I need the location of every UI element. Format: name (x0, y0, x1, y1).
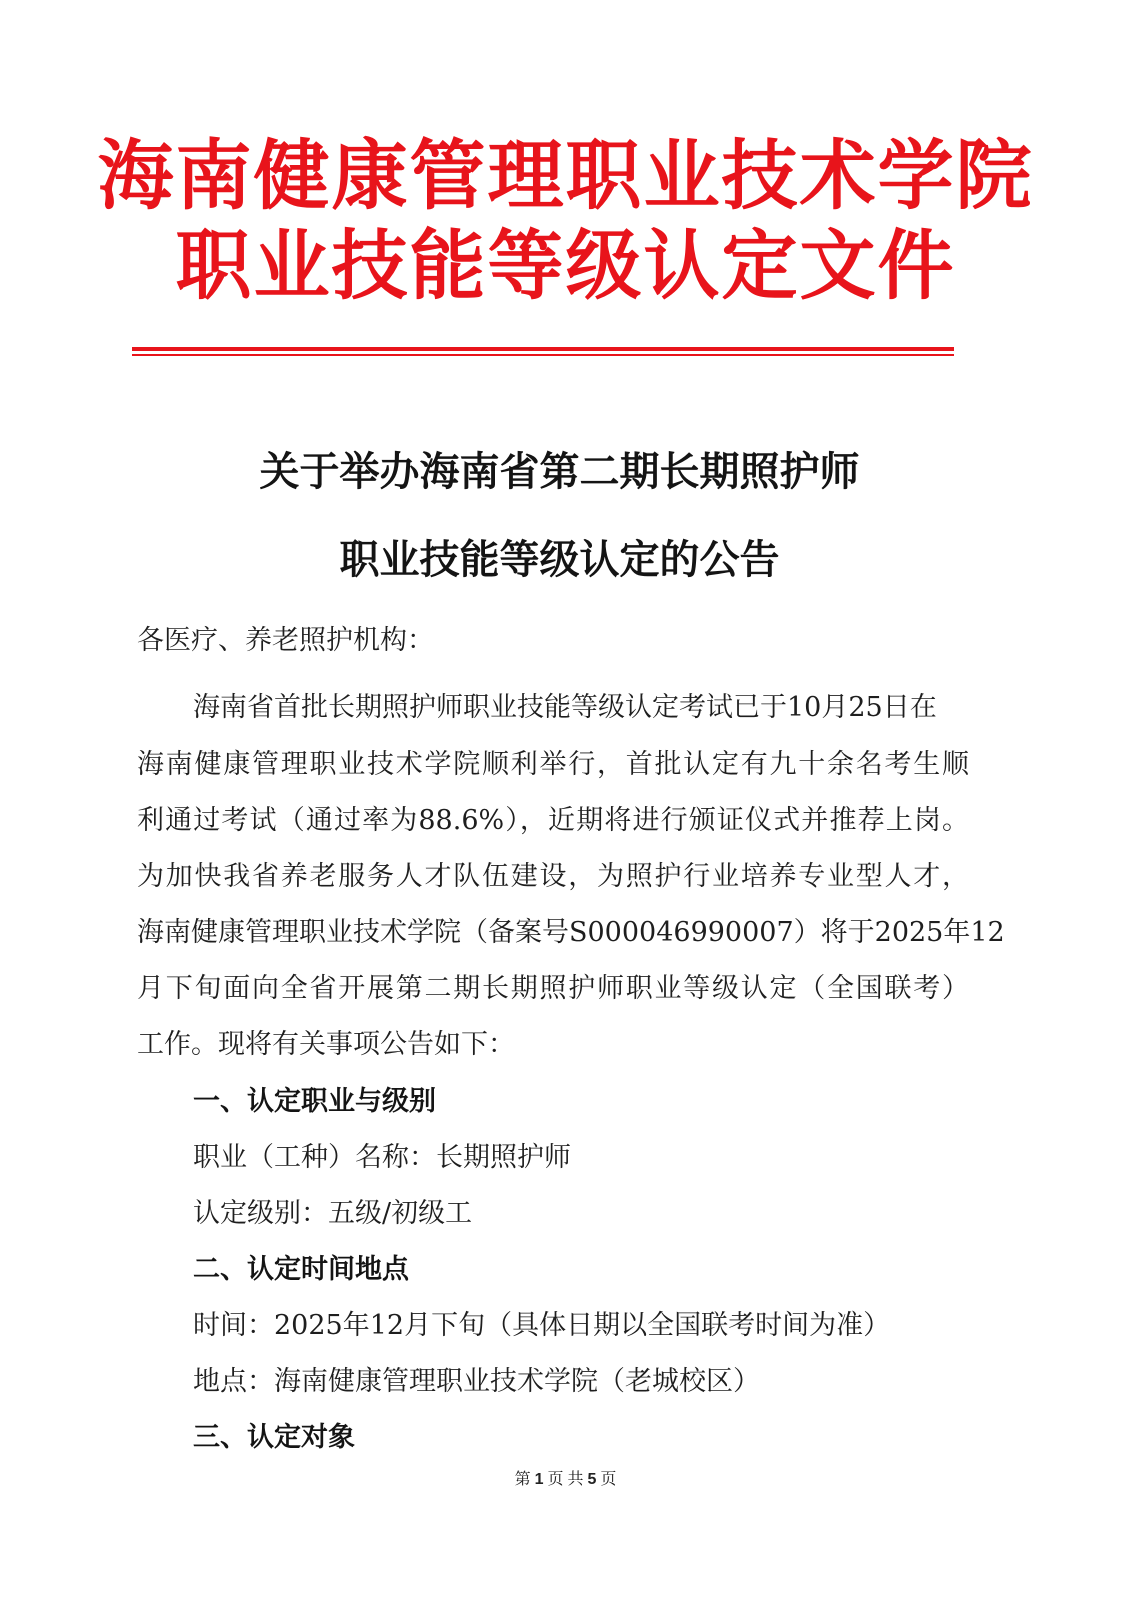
intro-line-2: 海南健康管理职业技术学院顺利举行，首批认定有九十余名考生顺 (137, 749, 969, 780)
intro-line-4: 为加快我省养老服务人才队伍建设，为照护行业培养专业型人才， (137, 861, 969, 892)
letterhead-red-rule-thick (132, 347, 954, 351)
intro-line-7: 工作。现将有关事项公告如下： (137, 1029, 515, 1060)
footer-middle: 页 共 (547, 1471, 584, 1488)
item-value: 五级/初级工 (328, 1198, 473, 1229)
intro-line-3: 利通过考试（通过率为88.6%），近期将进行颁证仪式并推荐上岗。 (137, 805, 969, 836)
footer-total-pages: 5 (587, 1471, 597, 1488)
item-label: 职业（工种）名称： (193, 1142, 436, 1173)
item-value: 长期照护师 (436, 1142, 571, 1173)
letterhead-document-type: 职业技能等级认定文件 (175, 221, 956, 310)
intro-line-5: 海南健康管理职业技术学院（备案号S000046990007）将于2025年12 (137, 917, 1005, 948)
footer-prefix: 第 (514, 1471, 531, 1488)
item-label: 地点： (193, 1366, 274, 1397)
footer-page-number: 1 (534, 1471, 544, 1488)
section-1-item-level (193, 1200, 472, 1227)
section-2-item-location (193, 1368, 760, 1395)
footer-suffix: 页 (600, 1471, 617, 1488)
section-heading-2: 二、认定时间地点 (193, 1254, 409, 1285)
notice-title-line-1: 关于举办海南省第二期长期照护师 (259, 448, 860, 495)
intro-line-1: 海南省首批长期照护师职业技能等级认定考试已于10月25日在 (193, 692, 937, 723)
notice-title-line-2: 职业技能等级认定的公告 (339, 536, 780, 583)
item-value: 海南健康管理职业技术学院（老城校区） (274, 1366, 760, 1397)
item-label: 认定级别： (193, 1198, 328, 1229)
intro-line-6: 月下旬面向全省开展第二期长期照护师职业等级认定（全国联考） (137, 973, 969, 1004)
section-heading-1: 一、认定职业与级别 (193, 1086, 436, 1117)
letterhead-institution: 海南健康管理职业技术学院 (97, 131, 1034, 220)
letterhead-red-rule-thin (132, 354, 954, 356)
salutation: 各医疗、养老照护机构： (137, 625, 434, 656)
item-label: 时间： (193, 1310, 274, 1341)
section-1-item-occupation (193, 1144, 571, 1171)
page-footer (0, 1466, 1131, 1489)
section-2-item-time (193, 1312, 890, 1339)
section-heading-3: 三、认定对象 (193, 1422, 355, 1453)
item-value: 2025年12月下旬（具体日期以全国联考时间为准） (274, 1310, 891, 1341)
